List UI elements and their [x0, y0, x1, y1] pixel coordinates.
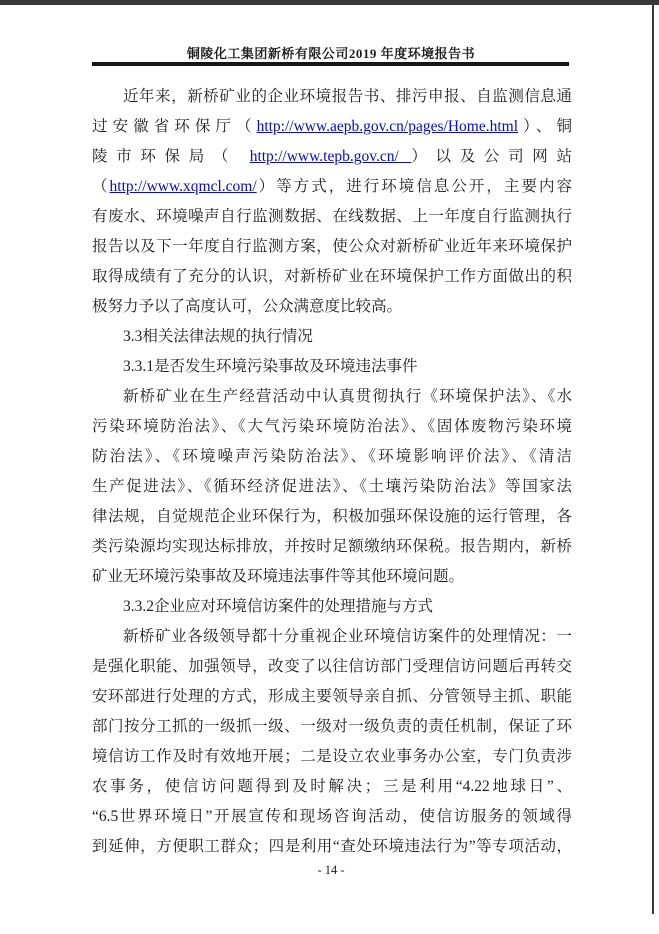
text-line [92, 82, 572, 112]
paragraph [92, 622, 572, 862]
text-run: 取得成绩有了充分的认识，对新桥矿业在环境保护工作方面做出的积 [92, 268, 572, 285]
text-line [92, 412, 572, 442]
text-run: 近年来，新桥矿业的企业环境报告书、排污申报、自监测信息通 [123, 88, 572, 105]
text-line [92, 502, 572, 532]
paragraph [92, 382, 572, 592]
text-run: 过安徽省环保厅（ [92, 118, 257, 135]
text-line [92, 712, 572, 742]
text-line [92, 472, 572, 502]
text-line [92, 832, 572, 862]
text-run: “6.5世界环境日”开展宣传和现场咨询活动，使信访服务的领域得 [92, 808, 572, 825]
header-rule [92, 62, 569, 66]
text-run: 3.3.1是否发生环境污染事故及环境违法事件 [123, 358, 418, 375]
text-run: 极努力予以了高度认可，公众满意度比较高。 [92, 298, 403, 315]
text-run: 律法规，自觉规范企业环保行为，积极加强环保设施的运行管理，各 [92, 508, 572, 525]
scan-edge-right [652, 4, 654, 914]
text-run: 生产促进法》、《循环经济促进法》、《土壤污染防治法》等国家法 [92, 478, 572, 495]
text-run: 有废水、环境噪声自行监测数据、在线数据、上一年度自行监测执行 [92, 208, 572, 225]
text-line [92, 322, 572, 352]
text-line [92, 172, 572, 202]
text-run: ）、铜 [518, 118, 572, 135]
text-run: 矿业无环境污染事故及环境违法事件等其他环境问题。 [92, 568, 465, 585]
section-heading [92, 322, 572, 352]
text-line [92, 592, 572, 622]
text-run: 农事务，使信访问题得到及时解决；三是利用“4.22地球日”、 [92, 778, 572, 795]
text-line [92, 742, 572, 772]
text-run: 防治法》、《环境噪声污染防治法》、《环境影响评价法》、《清洁 [92, 448, 572, 465]
text-run: 安环部进行处理的方式，形成主要领导亲自抓、分管领导主抓、职能 [92, 688, 572, 705]
text-run: 部门按分工抓的一级抓一级、一级对一级负责的责任机制，保证了环 [92, 718, 572, 735]
text-run: 陵市环保局（ [92, 148, 250, 165]
text-line [92, 442, 572, 472]
text-line [92, 622, 572, 652]
text-line [92, 112, 572, 142]
text-line [92, 532, 572, 562]
scan-edge-top [0, 0, 659, 5]
text-run: 3.3相关法律法规的执行情况 [123, 328, 313, 345]
text-run: 报告以及下一年度自行监测方案，使公众对新桥矿业近年来环境保护 [92, 238, 572, 255]
text-run: 新桥矿业各级领导都十分重视企业环境信访案件的处理情况：一 [123, 628, 572, 645]
section-heading [92, 592, 572, 622]
text-line [92, 292, 572, 322]
paragraph [92, 82, 572, 322]
section-heading [92, 352, 572, 382]
text-line [92, 562, 572, 592]
text-run: 污染环境防治法》、《大气污染环境防治法》、《固体废物污染环境 [92, 418, 572, 435]
text-line [92, 682, 572, 712]
text-line [92, 202, 572, 232]
hyperlink[interactable]: http://www.aepb.gov.cn/pages/Home.html [256, 118, 519, 135]
text-run: （ [92, 178, 110, 195]
document-body [92, 82, 572, 862]
text-run: 3.3.2企业应对环境信访案件的处理措施与方式 [123, 598, 434, 615]
text-run: ）等方式，进行环境信息公开，主要内容 [256, 178, 572, 195]
page-number: - 14 - [317, 863, 345, 877]
text-line [92, 652, 572, 682]
text-line [92, 382, 572, 412]
text-run: 类污染源均实现达标排放，并按时足额缴纳环保税。报告期内，新桥 [92, 538, 572, 555]
hyperlink[interactable]: http://www.tepb.gov.cn/ [249, 148, 412, 165]
text-line [92, 772, 572, 802]
text-line [92, 262, 572, 292]
text-line [92, 232, 572, 262]
text-run: 境信访工作及时有效地开展；二是设立农业事务办公室，专门负责涉 [92, 748, 572, 765]
hyperlink[interactable]: http://www.xqmcl.com/ [109, 178, 257, 195]
text-run: ）以及公司网站 [411, 148, 572, 165]
text-run: 是强化职能、加强领导，改变了以往信访部门受理信访问题后再转交 [92, 658, 572, 675]
page-footer [92, 863, 570, 878]
text-line [92, 352, 572, 382]
text-line [92, 142, 572, 172]
header-title: 铜陵化工集团新桥有限公司2019 年度环境报告书 [186, 46, 476, 61]
text-run: 新桥矿业在生产经营活动中认真贯彻执行《环境保护法》、《水 [123, 388, 572, 405]
text-line [92, 802, 572, 832]
text-run: 到延伸，方便职工群众；四是利用“查处环境违法行为”等专项活动， [92, 838, 572, 855]
